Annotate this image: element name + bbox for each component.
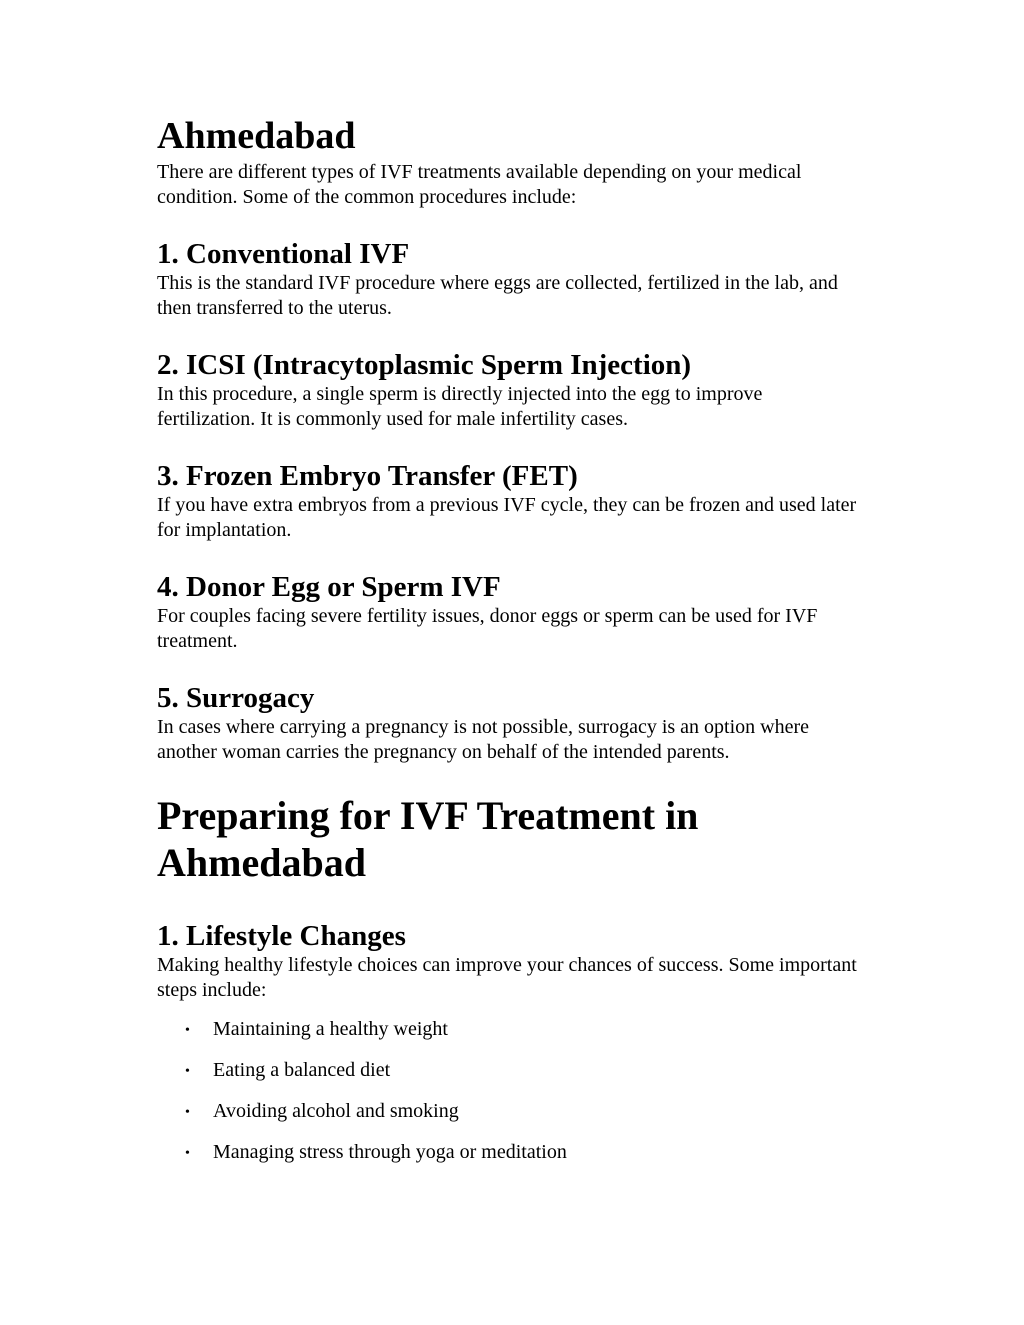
lifestyle-changes-section — [157, 919, 857, 1165]
procedure-text: For couples facing severe fertility issues, donor eggs or sperm can be used for IVF treatment. — [157, 605, 818, 652]
list-item-text: Eating a balanced diet — [213, 1059, 391, 1081]
procedure-conventional-ivf — [157, 237, 857, 321]
preparing-heading: Preparing for IVF Treatment in Ahmedabad — [157, 793, 699, 885]
procedure-text: In cases where carrying a pregnancy is not possible, surrogacy is an option where another woman carries the pregnancy on behalf of the intended parents. — [157, 716, 810, 763]
list-item-text: Maintaining a healthy weight — [213, 1018, 448, 1040]
list-item — [157, 1099, 857, 1124]
procedure-title: 2. ICSI (Intracytoplasmic Sperm Injection) — [157, 349, 692, 381]
procedure-text: If you have extra embryos from a previous IVF cycle, they can be frozen and used later for implantation. — [157, 494, 857, 541]
procedure-title: 3. Frozen Embryo Transfer (FET) — [157, 460, 578, 492]
bullet-icon: • — [185, 1105, 190, 1120]
lifestyle-changes-text: Making healthy lifestyle choices can improve your chances of success. Some important steps include: — [157, 954, 857, 1001]
bullet-icon: • — [185, 1064, 190, 1079]
lifestyle-changes-title: 1. Lifestyle Changes — [157, 920, 406, 952]
document-page — [157, 112, 857, 1181]
procedure-icsi — [157, 348, 857, 432]
procedure-title: 4. Donor Egg or Sperm IVF — [157, 571, 501, 603]
intro-paragraph: There are different types of IVF treatments available depending on your medical condition. Some of the common procedures include: — [157, 161, 802, 208]
procedure-surrogacy — [157, 681, 857, 765]
procedure-fet — [157, 459, 857, 543]
list-item — [157, 1017, 857, 1042]
procedure-donor — [157, 570, 857, 654]
bullet-icon: • — [185, 1023, 190, 1038]
procedure-title: 1. Conventional IVF — [157, 238, 410, 270]
list-item — [157, 1058, 857, 1083]
procedure-text: This is the standard IVF procedure where eggs are collected, fertilized in the lab, and then transferred to the uterus. — [157, 272, 838, 319]
list-item-text: Avoiding alcohol and smoking — [213, 1100, 459, 1122]
list-item — [157, 1140, 857, 1165]
bullet-icon: • — [185, 1146, 190, 1161]
list-item-text: Managing stress through yoga or meditation — [213, 1141, 567, 1163]
procedure-text: In this procedure, a single sperm is directly injected into the egg to improve fertilization. It is commonly used for male infertility cases. — [157, 383, 763, 430]
section-heading-ahmedabad: Ahmedabad — [157, 115, 356, 157]
procedure-title: 5. Surrogacy — [157, 682, 315, 714]
lifestyle-bullet-list — [157, 1017, 857, 1165]
